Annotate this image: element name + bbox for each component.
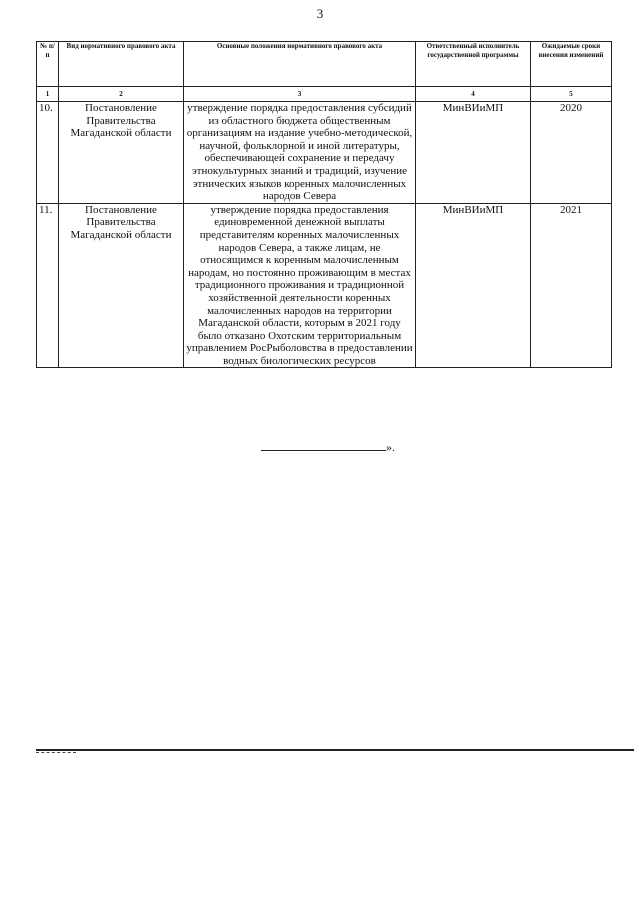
page-number: 3 <box>316 6 324 21</box>
act-type: Постановление Правительства Магаданской области <box>59 203 184 368</box>
closing-line <box>261 440 395 455</box>
closing-quote: ». <box>386 440 395 454</box>
header-executor: Ответственный исполнитель государственной программы <box>416 42 531 87</box>
column-number: 4 <box>416 87 531 102</box>
regulatory-acts-table <box>36 41 612 368</box>
column-number: 3 <box>184 87 416 102</box>
expected-term: 2020 <box>531 102 612 204</box>
bottom-rule-dash <box>36 752 76 753</box>
act-provisions: утверждение порядка предоставления единовременной денежной выплаты представителям коренных малочисленных народов Севера, а также лицам, не относящимся к коренным малочисленным народам, но постоянно проживающим в местах традиционного проживания и традиционной хозяйственной деятельности коренных малочисленных народов на территории Магаданской области, которым в 2021 году было отказано Охотским территориальным управлением РосРыболовства в предоставлении водных биологических ресурсов <box>184 203 416 368</box>
bottom-rule <box>36 749 634 751</box>
responsible-executor: МинВИиМП <box>416 102 531 204</box>
row-number: 10. <box>37 102 59 204</box>
table-header-row <box>37 42 612 87</box>
separator-line <box>261 440 386 451</box>
header-no: № п/п <box>37 42 59 87</box>
act-type: Постановление Правительства Магаданской области <box>59 102 184 204</box>
act-provisions: утверждение порядка предоставления субсидий из областного бюджета общественным организациям на издание учебно-методической, научной, фольклорной и иной литературы, обеспечивающей сохранение и передачу этнокультурных знаний и традиций, изучение этнических языков коренных малочисленных народов Севера <box>184 102 416 204</box>
header-provisions: Основные положения нормативного правового акта <box>184 42 416 87</box>
row-number: 11. <box>37 203 59 368</box>
table-row <box>37 203 612 368</box>
header-act-type: Вид нормативного правового акта <box>59 42 184 87</box>
table-row <box>37 102 612 204</box>
column-number: 5 <box>531 87 612 102</box>
responsible-executor: МинВИиМП <box>416 203 531 368</box>
column-number: 1 <box>37 87 59 102</box>
column-number-row <box>37 87 612 102</box>
column-number: 2 <box>59 87 184 102</box>
header-term: Ожидаемые сроки внесения изменений <box>531 42 612 87</box>
expected-term: 2021 <box>531 203 612 368</box>
